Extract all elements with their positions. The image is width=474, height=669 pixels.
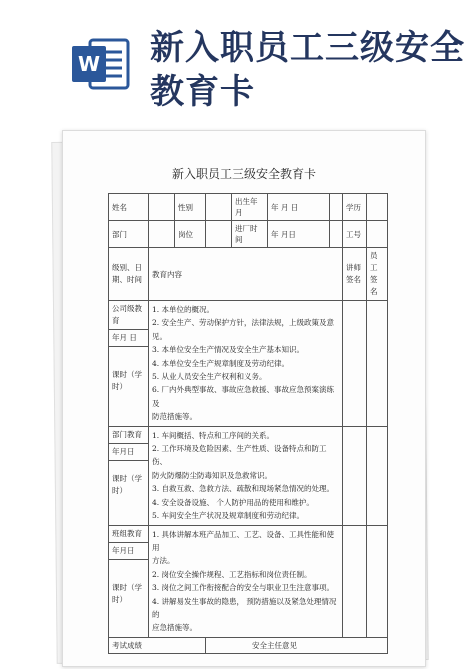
- safety-director-opinion-label: 安全主任意见: [206, 637, 388, 653]
- team-level-cell: [109, 525, 149, 637]
- edu-value: [367, 194, 388, 221]
- header-line: 讲师: [346, 263, 361, 272]
- lecturer-sign-header: [343, 248, 367, 301]
- list-item: 6. 厂内外典型事故、事故应急救援、事故应急预案演练及: [152, 385, 335, 408]
- company-hours-line: 课时（学: [112, 370, 142, 379]
- post-label: 岗位: [175, 221, 206, 248]
- team-employee-sign: [367, 525, 388, 637]
- department-education-row: [109, 426, 388, 525]
- list-item: 3. 自救互救、急救方法、疏散和现场紧急情况的处理。: [152, 484, 335, 494]
- gender-value: [206, 194, 232, 221]
- list-item: 2. 岗位安全操作规程、工艺指标和岗位责任制。: [152, 569, 312, 579]
- jobno-label: 工号: [343, 221, 367, 248]
- company-hours-line: 时）: [112, 382, 127, 391]
- entry-label: 进厂时间: [232, 221, 268, 248]
- list-item: 防火防爆防尘防毒知识及急救常识。: [152, 470, 272, 480]
- company-level-date: 年月 日: [109, 330, 148, 347]
- department-level-cell: [109, 426, 149, 525]
- list-item: 1. 具体讲解本班产品加工、工艺、设备、工具性能和使用: [152, 529, 335, 552]
- department-lecturer-sign: [343, 426, 367, 525]
- word-icon: [68, 32, 132, 96]
- header-line: 签名: [346, 275, 361, 284]
- list-item: 2. 安全生产、劳动保护方针，法律法规，上级政策及意: [152, 318, 335, 328]
- team-hours-line: 课时（学: [112, 582, 142, 592]
- jobno-pad: [330, 221, 343, 248]
- level-date-time-header: [109, 248, 149, 301]
- team-education-row: [109, 525, 388, 637]
- department-level-date: 年月日: [109, 444, 148, 461]
- dept-label: 部门: [109, 221, 149, 248]
- department-level-label: 部门教育: [109, 427, 148, 444]
- name-value: [149, 194, 175, 221]
- header-line: 签名: [370, 275, 378, 296]
- team-hours-line: 时）: [112, 594, 127, 604]
- list-item: 3. 岗位之间工作衔接配合的安全与职业卫生注意事项。: [152, 583, 335, 593]
- entry-date: 年 月日: [268, 221, 330, 248]
- education-card-table: [108, 193, 388, 654]
- table-header-row: [109, 248, 388, 301]
- list-item: 见。: [152, 331, 167, 341]
- name-label: 姓名: [109, 194, 149, 221]
- edu-label: 学历: [343, 194, 367, 221]
- document-page: [62, 130, 426, 667]
- birth-label: 出生年月: [232, 194, 268, 221]
- list-item: 5. 从业人员安全生产权利和义务。: [152, 372, 267, 382]
- list-item: 4. 讲解易发生事故的隐患， 预防措施以及紧急处理情况的: [152, 596, 337, 619]
- team-lecturer-sign: [343, 525, 367, 637]
- dept-value: [149, 221, 175, 248]
- table-footer-row: [109, 637, 388, 653]
- exam-score-label: 考试成绩: [109, 637, 206, 653]
- department-hours-line: 时）: [112, 485, 127, 495]
- company-education-row: [109, 301, 388, 427]
- header-line: 期、时间: [112, 275, 142, 284]
- birth-date: 年 月 日: [268, 194, 330, 221]
- page-headline: 新入职员工三级安全教育卡: [150, 28, 465, 112]
- table-row: [109, 194, 388, 221]
- jobno-value: [367, 221, 388, 248]
- company-level-label: 公司级教育: [109, 301, 148, 330]
- list-item: 方法。: [152, 556, 175, 566]
- employee-sign-header: [367, 248, 388, 301]
- company-lecturer-sign: [343, 301, 367, 427]
- table-row: [109, 221, 388, 248]
- list-item: 1. 车间概括、特点和工序间的关系。: [152, 430, 275, 440]
- team-level-date: 年月日: [109, 543, 148, 560]
- word-icon-letter: W: [77, 52, 101, 76]
- edu-label-pad: [330, 194, 343, 221]
- company-level-cell: [109, 301, 149, 427]
- list-item: 1. 本单位的概况。: [152, 305, 215, 314]
- list-item: 2. 工作环境及危险因素、生产性质、设备特点和防工伤、: [152, 444, 327, 467]
- header-line: 级别、日: [112, 263, 142, 272]
- document-title: 新入职员工三级安全教育卡: [171, 167, 316, 181]
- post-value: [206, 221, 232, 248]
- department-employee-sign: [367, 426, 388, 525]
- content-header: 教育内容: [149, 248, 343, 301]
- list-item: 3. 本单位安全生产情况及安全生产基本知识。: [152, 345, 305, 355]
- team-level-label: 班组教育: [109, 526, 148, 543]
- list-item: 4. 安全设备设施、 个人防护用品的使用和维护。: [152, 497, 314, 507]
- team-education-content: [149, 525, 343, 637]
- list-item: 4. 本单位安全生产规章制度及劳动纪律。: [152, 358, 290, 368]
- company-employee-sign: [367, 301, 388, 427]
- list-item: 5. 车间安全生产状况及规章制度和劳动纪律。: [152, 511, 305, 521]
- gender-label: 性别: [175, 194, 206, 221]
- header-line: 员工: [370, 251, 378, 272]
- list-item: 防范措施等。: [152, 412, 197, 422]
- department-hours-line: 课时（学: [112, 473, 142, 483]
- list-item: 应急措施等。: [152, 623, 197, 633]
- department-education-content: [149, 426, 343, 525]
- company-education-content: [149, 301, 343, 427]
